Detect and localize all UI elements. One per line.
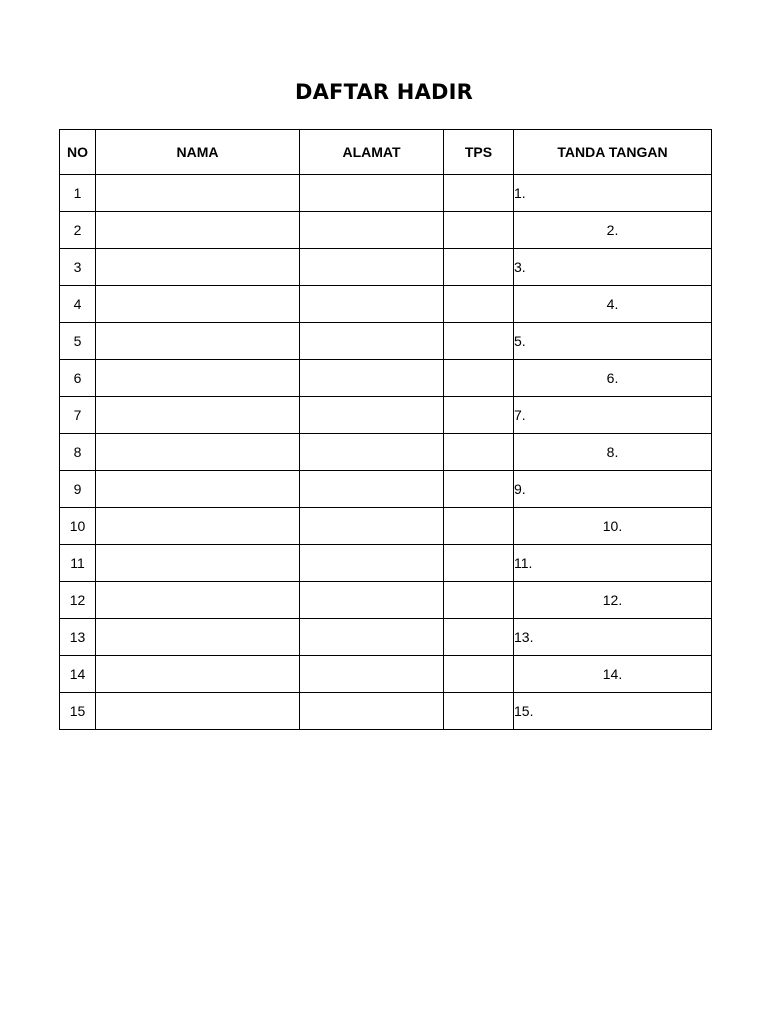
table-row — [60, 397, 712, 434]
cell-alamat — [300, 249, 444, 286]
cell-tps — [444, 323, 514, 360]
cell-alamat — [300, 175, 444, 212]
cell-tps — [444, 656, 514, 693]
cell-tps — [444, 249, 514, 286]
table-row — [60, 434, 712, 471]
cell-nama — [96, 656, 300, 693]
cell-nama — [96, 397, 300, 434]
cell-tps — [444, 286, 514, 323]
table-row — [60, 212, 712, 249]
table-row — [60, 249, 712, 286]
cell-nama — [96, 508, 300, 545]
cell-alamat — [300, 286, 444, 323]
cell-alamat — [300, 656, 444, 693]
cell-nama — [96, 212, 300, 249]
cell-alamat — [300, 471, 444, 508]
cell-nama — [96, 582, 300, 619]
column-header-nama: NAMA — [96, 130, 300, 175]
cell-tanda-tangan: 10. — [514, 508, 712, 545]
cell-nama — [96, 619, 300, 656]
cell-tps — [444, 212, 514, 249]
table-row — [60, 286, 712, 323]
cell-tps — [444, 360, 514, 397]
cell-alamat — [300, 582, 444, 619]
cell-tanda-tangan: 13. — [514, 619, 712, 656]
cell-nama — [96, 545, 300, 582]
cell-no: 6 — [60, 360, 96, 397]
table-row — [60, 175, 712, 212]
cell-no: 8 — [60, 434, 96, 471]
cell-tanda-tangan: 6. — [514, 360, 712, 397]
attendance-table — [59, 129, 712, 730]
cell-tps — [444, 397, 514, 434]
cell-tps — [444, 434, 514, 471]
column-header-tanda-tangan: TANDA TANGAN — [514, 130, 712, 175]
table-row — [60, 656, 712, 693]
cell-nama — [96, 360, 300, 397]
table-row — [60, 360, 712, 397]
cell-alamat — [300, 397, 444, 434]
cell-no: 9 — [60, 471, 96, 508]
cell-alamat — [300, 360, 444, 397]
cell-no: 5 — [60, 323, 96, 360]
cell-tanda-tangan: 8. — [514, 434, 712, 471]
document-title: DAFTAR HADIR — [294, 80, 474, 104]
cell-tanda-tangan: 11. — [514, 545, 712, 582]
cell-alamat — [300, 619, 444, 656]
cell-no: 11 — [60, 545, 96, 582]
cell-alamat — [300, 434, 444, 471]
cell-tanda-tangan: 2. — [514, 212, 712, 249]
cell-nama — [96, 434, 300, 471]
cell-tps — [444, 582, 514, 619]
cell-tanda-tangan: 14. — [514, 656, 712, 693]
cell-tps — [444, 471, 514, 508]
table-row — [60, 693, 712, 730]
table-row — [60, 619, 712, 656]
cell-nama — [96, 175, 300, 212]
cell-no: 10 — [60, 508, 96, 545]
cell-nama — [96, 286, 300, 323]
cell-no: 13 — [60, 619, 96, 656]
cell-tps — [444, 545, 514, 582]
cell-no: 3 — [60, 249, 96, 286]
cell-nama — [96, 693, 300, 730]
cell-alamat — [300, 545, 444, 582]
cell-no: 7 — [60, 397, 96, 434]
cell-alamat — [300, 693, 444, 730]
cell-nama — [96, 249, 300, 286]
cell-tanda-tangan: 15. — [514, 693, 712, 730]
cell-tps — [444, 693, 514, 730]
cell-tanda-tangan: 4. — [514, 286, 712, 323]
cell-tanda-tangan: 9. — [514, 471, 712, 508]
cell-tanda-tangan: 1. — [514, 175, 712, 212]
cell-tps — [444, 175, 514, 212]
table-row — [60, 582, 712, 619]
cell-tanda-tangan: 3. — [514, 249, 712, 286]
cell-tanda-tangan: 5. — [514, 323, 712, 360]
table-row — [60, 508, 712, 545]
cell-alamat — [300, 323, 444, 360]
cell-tps — [444, 619, 514, 656]
cell-nama — [96, 471, 300, 508]
cell-no: 12 — [60, 582, 96, 619]
cell-no: 2 — [60, 212, 96, 249]
cell-no: 15 — [60, 693, 96, 730]
cell-tps — [444, 508, 514, 545]
column-header-no: NO — [60, 130, 96, 175]
column-header-alamat: ALAMAT — [300, 130, 444, 175]
cell-alamat — [300, 212, 444, 249]
cell-no: 14 — [60, 656, 96, 693]
cell-no: 4 — [60, 286, 96, 323]
cell-alamat — [300, 508, 444, 545]
table-header-row — [60, 130, 712, 175]
table-row — [60, 545, 712, 582]
cell-nama — [96, 323, 300, 360]
column-header-tps: TPS — [444, 130, 514, 175]
table-row — [60, 471, 712, 508]
cell-no: 1 — [60, 175, 96, 212]
table-row — [60, 323, 712, 360]
cell-tanda-tangan: 7. — [514, 397, 712, 434]
table-body — [60, 175, 712, 730]
cell-tanda-tangan: 12. — [514, 582, 712, 619]
